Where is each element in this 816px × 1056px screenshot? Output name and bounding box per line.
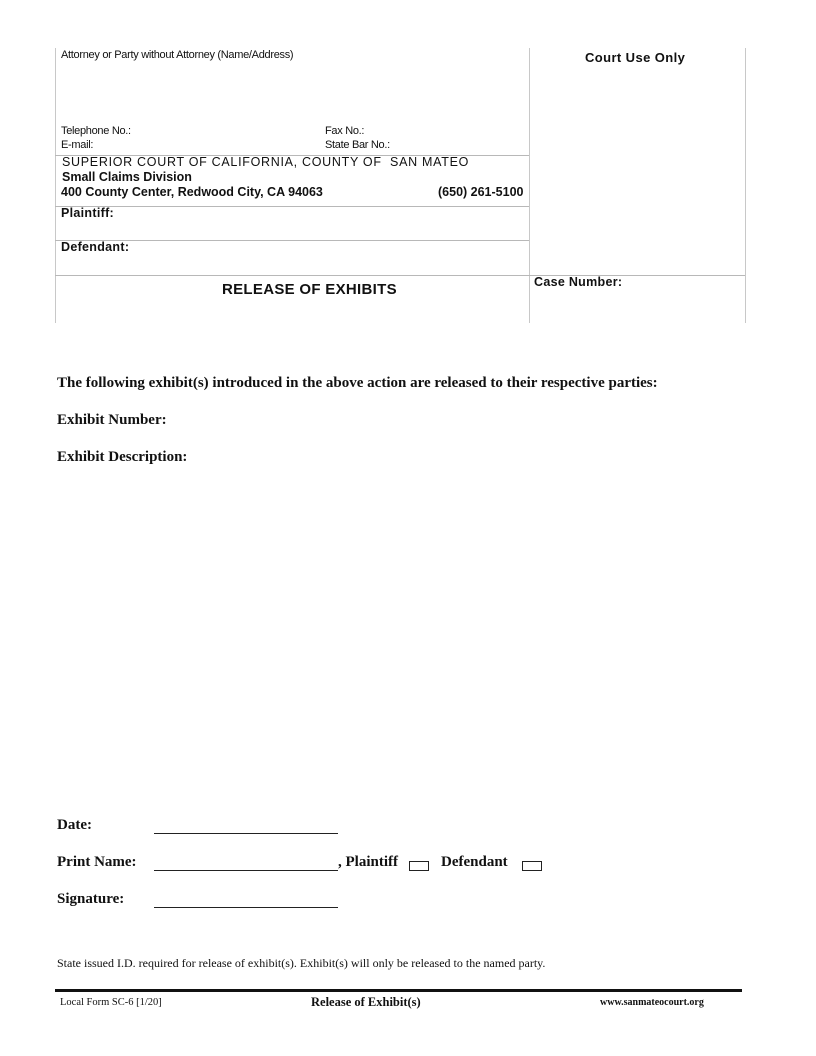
form-title: RELEASE OF EXHIBITS	[222, 281, 397, 298]
exhibit-number-label: Exhibit Number:	[57, 412, 167, 428]
court-phone: (650) 261-5100	[438, 185, 524, 199]
footer-title: Release of Exhibit(s)	[311, 995, 421, 1009]
print-name-field[interactable]	[154, 870, 338, 871]
footer-website: www.sanmateocourt.org	[600, 997, 704, 1008]
print-name-label: Print Name:	[57, 854, 137, 870]
defendant-label: Defendant:	[61, 240, 130, 254]
signature-field[interactable]	[154, 907, 338, 908]
footer-rule	[55, 989, 742, 992]
border-left	[55, 48, 56, 323]
plaintiff-label: Plaintiff:	[61, 206, 114, 220]
intro-text: The following exhibit(s) introduced in the above action are released to their respective parties:	[57, 375, 658, 391]
court-use-only: Court Use Only	[585, 50, 686, 65]
id-notice: State issued I.D. required for release of exhibit(s). Exhibit(s) will only be released to the named party.	[57, 956, 546, 970]
footer-form-id: Local Form SC-6 [1/20]	[60, 997, 162, 1008]
attorney-label: Attorney or Party without Attorney (Name/Address)	[61, 49, 294, 61]
case-number-label: Case Number:	[534, 275, 623, 289]
court-address: 400 County Center, Redwood City, CA 94063	[61, 185, 323, 199]
date-label: Date:	[57, 817, 92, 833]
divider	[55, 275, 745, 276]
border-middle	[529, 48, 530, 323]
telephone-label: Telephone No.:	[61, 125, 131, 137]
plaintiff-checkbox[interactable]	[409, 861, 429, 871]
exhibit-description-label: Exhibit Description:	[57, 449, 188, 465]
state-bar-label: State Bar No.:	[325, 139, 390, 151]
email-label: E-mail:	[61, 139, 94, 151]
divider	[55, 206, 529, 207]
border-right	[745, 48, 746, 323]
signature-label: Signature:	[57, 891, 125, 907]
fax-label: Fax No.:	[325, 125, 365, 137]
defendant-option-label: Defendant	[441, 854, 508, 870]
defendant-checkbox[interactable]	[522, 861, 542, 871]
court-name: SUPERIOR COURT OF CALIFORNIA, COUNTY OF SAN MATEO	[62, 155, 470, 169]
division: Small Claims Division	[62, 170, 192, 184]
date-field[interactable]	[154, 833, 338, 834]
plaintiff-option-label: , Plaintiff	[338, 854, 398, 870]
